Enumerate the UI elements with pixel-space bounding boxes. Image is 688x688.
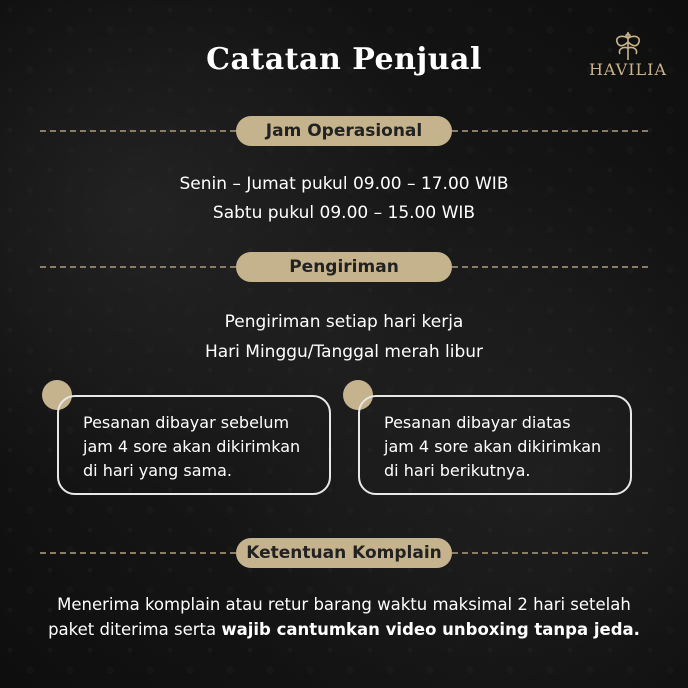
section-header-hours bbox=[40, 116, 648, 146]
card-line: jam 4 sore akan dikirimkan bbox=[384, 437, 602, 456]
brand-name: HAVILIA bbox=[588, 60, 668, 79]
divider-left bbox=[40, 552, 236, 554]
divider-left bbox=[40, 266, 236, 268]
card-line: Pesanan dibayar diatas bbox=[384, 413, 571, 432]
complaint-text bbox=[40, 592, 648, 642]
divider-right bbox=[452, 552, 648, 554]
card-line: Pesanan dibayar sebelum bbox=[83, 413, 290, 432]
divider-left bbox=[40, 130, 236, 132]
card-line: di hari berikutnya. bbox=[384, 461, 531, 480]
complaint-line-2-bold: wajib cantumkan video unboxing tanpa jeda. bbox=[221, 620, 640, 639]
card-line: jam 4 sore akan dikirimkan bbox=[83, 437, 301, 456]
page-title: Catatan Penjual bbox=[206, 42, 482, 77]
complaint-line-2-normal: paket diterima serta bbox=[48, 620, 222, 639]
complaint-line-1: Menerima komplain atau retur barang waktu maksimal 2 hari setelah bbox=[57, 595, 631, 614]
section-label-complaint: Ketentuan Komplain bbox=[236, 538, 452, 568]
hours-line-weekday: Senin – Jumat pukul 09.00 – 17.00 WIB bbox=[179, 174, 509, 194]
ornament-icon bbox=[608, 30, 648, 62]
hours-line-saturday: Sabtu pukul 09.00 – 15.00 WIB bbox=[212, 203, 476, 223]
divider-right bbox=[452, 130, 648, 132]
brand-logo bbox=[588, 30, 668, 90]
shipping-line-holidays: Hari Minggu/Tanggal merah libur bbox=[204, 342, 484, 362]
section-header-complaint bbox=[40, 538, 648, 568]
section-label-hours: Jam Operasional bbox=[236, 116, 452, 146]
shipping-card-before-4pm bbox=[57, 395, 331, 495]
shipping-line-workdays: Pengiriman setiap hari kerja bbox=[224, 312, 464, 332]
section-header-shipping bbox=[40, 252, 648, 282]
divider-right bbox=[452, 266, 648, 268]
shipping-card-after-4pm bbox=[358, 395, 632, 495]
section-label-shipping: Pengiriman bbox=[236, 252, 452, 282]
complaint-line-2 bbox=[40, 617, 648, 642]
card-line: di hari yang sama. bbox=[83, 461, 233, 480]
